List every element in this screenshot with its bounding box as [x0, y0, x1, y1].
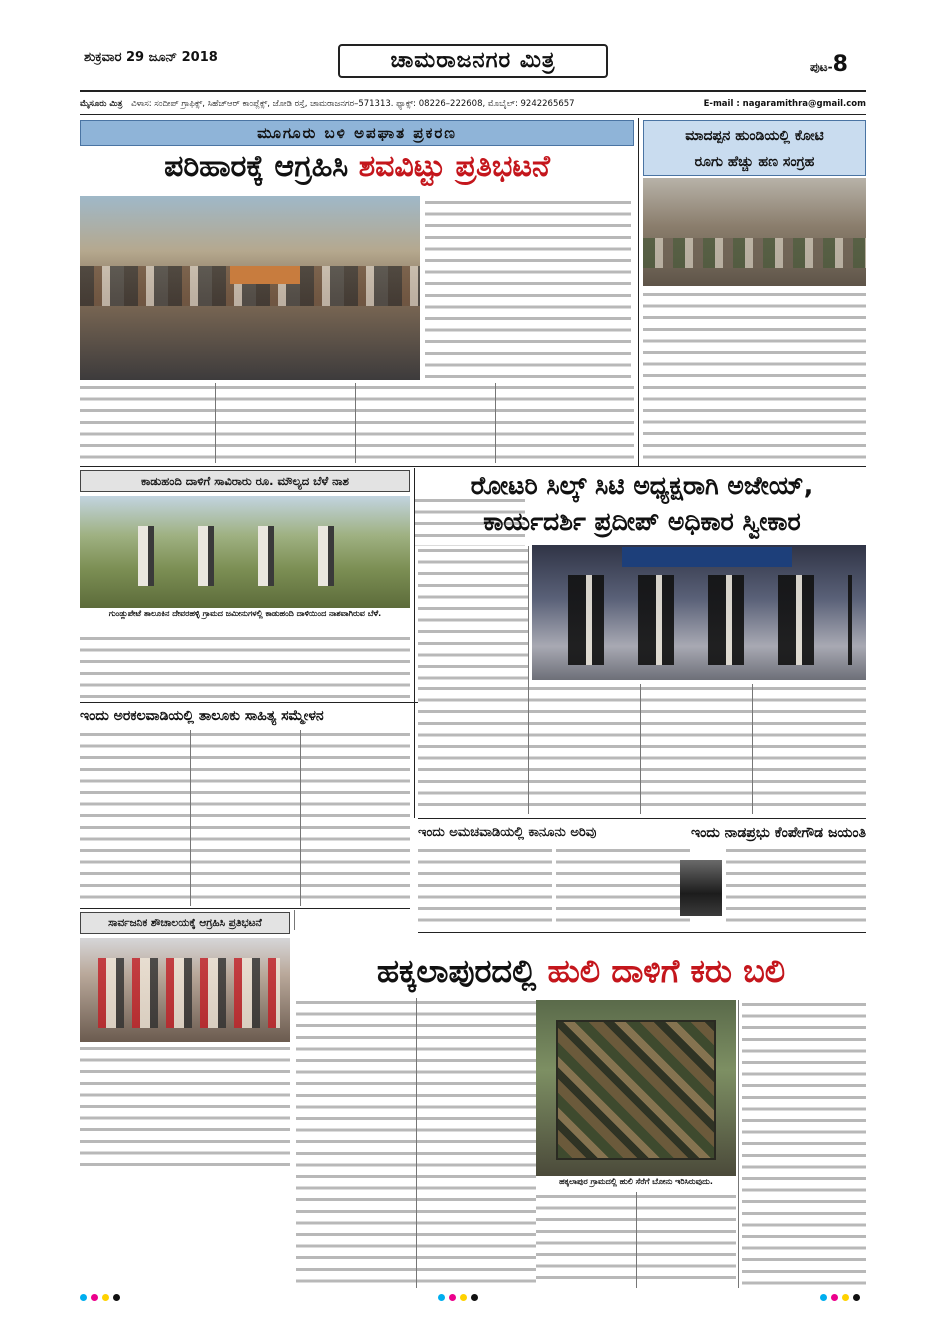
story1-body-text: [80, 383, 634, 463]
story2-counting-staff: [643, 238, 866, 268]
story4-headline-line2: ಕಾರ್ಯದರ್ಶಿ ಪ್ರದೀಪ್ ಅಧಿಕಾರ ಸ್ವೀಕಾರ: [483, 507, 801, 536]
column-divider: [738, 1000, 739, 1288]
page-number: [810, 52, 848, 77]
story4-banner: [622, 547, 792, 567]
page-number-value: 8: [832, 52, 848, 77]
newspaper-title: ಚಾಮರಾಜನಗರ ಮಿತ್ರ: [338, 44, 608, 78]
story9-cage: [556, 1020, 716, 1160]
story9-headline-red: ಹುಲಿ ದಾಳಿಗೆ ಕರು ಬಲಿ: [547, 952, 786, 990]
story9-tiger-cage-photo: [536, 1000, 736, 1176]
column-divider: [300, 730, 301, 906]
masthead-rule: [80, 90, 866, 92]
column-divider: [528, 546, 529, 814]
story8-body-text: [80, 1044, 290, 1172]
story3-headline: ಕಾಡುಹಂದಿ ದಾಳಿಗೆ ಸಾವಿರಾರು ರೂ. ಮೌಲ್ಯದ ಬೆಳೆ ನಾಶ: [80, 470, 410, 492]
column-divider: [190, 730, 191, 906]
brand-name: ಮೈಸೂರು ಮಿತ್ರ: [80, 99, 123, 109]
address-line: ವಿಳಾಸ: ಸಂದೀಪ್ ಗ್ರಾಫಿಕ್ಸ್, ಸಿಹೆಚ್‌ಆರ್ ಕಾಂಪ್ಲೆಕ್ಸ್, ಜೋಡಿ ರಸ್ತೆ, ಚಾಮರಾಜನಗರ–571313. ಫ್ಯಾಕ್ಸ್: 08226–222608, ಮೊಬೈಲ್: 9242265657: [131, 99, 575, 109]
story8-protest-photo: [80, 938, 290, 1042]
page-label: ಪುಟ-: [810, 60, 833, 74]
story5-body-text: [80, 730, 410, 906]
story4-headline-line1: ರೋಟರಿ ಸಿಲ್ಕ್ ಸಿಟಿ ಅಧ್ಯಕ್ಷರಾಗಿ ಅಜೇಯ್,: [470, 471, 814, 500]
email-address: E-mail : nagaramithra@gmail.com: [703, 99, 866, 109]
story3-body-text: [80, 634, 410, 700]
print-registration-marks: [80, 1294, 120, 1301]
story5-headline: ಇಂದು ಅರಕಲವಾಡಿಯಲ್ಲಿ ತಾಲೂಕು ಸಾಹಿತ್ಯ ಸಮ್ಮೇಳನ: [80, 708, 324, 724]
story2-headline-line2: ರೂಗು ಹೆಚ್ಚು ಹಣ ಸಂಗ್ರಹ: [694, 154, 815, 170]
section-rule: [80, 466, 866, 467]
column-divider: [294, 910, 295, 930]
story7-headline: ಇಂದು ನಾಡಪ್ರಭು ಕೆಂಪೇಗೌಡ ಜಯಂತಿ: [690, 825, 866, 841]
story4-headline: [418, 468, 866, 542]
story9-headline: [296, 948, 866, 994]
story1-headline: [80, 152, 634, 194]
story6-body-text: [418, 846, 552, 928]
column-divider: [636, 1192, 637, 1288]
story4-dignitaries: [552, 575, 852, 665]
story9-photo-caption: ಹಕ್ಕಲಾಪುರ ಗ್ರಾಮದಲ್ಲಿ ಹುಲಿ ಸೆರೆಗೆ ಬೋನು ಇರಿಸಿರುವುದು.: [536, 1176, 736, 1190]
info-rule: [80, 114, 866, 115]
story1-headline-red: ಶವವಿಟ್ಟು ಪ್ರತಿಭಟನೆ: [358, 152, 550, 184]
story3-photo-caption: ಗುಂಡ್ಲುಪೇಟೆ ತಾಲೂಕಿನ ದೇವರಹಳ್ಳಿ ಗ್ರಾಮದ ಜಮೀನುಗಳಲ್ಲಿ ಕಾಡುಹಂದಿ ದಾಳಿಯಿಂದ ನಾಶವಾಗಿರುವ ಬೆಳೆ.: [80, 608, 410, 632]
story4-body-text: [418, 684, 866, 814]
info-bar: [80, 96, 866, 112]
story1-body-covered: [230, 266, 300, 284]
story4-rotary-photo: [532, 545, 866, 680]
print-registration-marks: [438, 1294, 478, 1301]
column-divider: [752, 684, 753, 814]
column-divider: [355, 383, 356, 463]
story6-body-text-2: [556, 846, 690, 928]
story9-side-text: [742, 1000, 866, 1288]
story1-kicker: ಮೂಗೂರು ಬಳಿ ಅಪಘಾತ ಪ್ರಕರಣ: [80, 120, 634, 146]
story7-body-text: [726, 846, 866, 928]
story1-protest-photo: [80, 196, 420, 380]
story8-protesters: [90, 958, 280, 1028]
column-divider: [215, 383, 216, 463]
print-registration-marks: [820, 1294, 860, 1301]
column-divider: [495, 383, 496, 463]
column-divider: [638, 118, 639, 466]
issue-date: ಶುಕ್ರವಾರ 29 ಜೂನ್ 2018: [84, 50, 218, 65]
column-divider: [640, 684, 641, 814]
column-divider: [416, 998, 417, 1288]
story1-headline-black: ಪರಿಹಾರಕ್ಕೆ ಆಗ್ರಹಿಸಿ: [164, 152, 349, 184]
section-rule: [418, 932, 866, 933]
section-rule: [80, 908, 410, 909]
column-divider: [414, 468, 415, 818]
story2-headline-line1: ಮಾದಪ್ಪನ ಹುಂಡಿಯಲ್ಲಿ ಕೋಟಿ: [685, 128, 824, 144]
story2-body-text: [643, 290, 866, 462]
story3-crop-photo: [80, 496, 410, 608]
story1-text-right: [425, 198, 631, 378]
story7-portrait-photo: [680, 860, 722, 916]
story6-headline: ಇಂದು ಅಮಚವಾಡಿಯಲ್ಲಿ ಕಾನೂನು ಅರಿವು: [418, 825, 597, 840]
story2-headline: [643, 120, 866, 176]
section-rule: [418, 818, 866, 819]
story3-farmers: [120, 526, 370, 586]
story9-headline-black: ಹಕ್ಕಲಾಪುರದಲ್ಲಿ: [376, 952, 537, 990]
story4-intro-text: [418, 546, 528, 680]
story8-headline: ಸಾರ್ವಜನಿಕ ಶೌಚಾಲಯಕ್ಕೆ ಆಗ್ರಹಿಸಿ ಪ್ರತಿಭಟನೆ: [80, 912, 290, 934]
story2-hundi-photo: [643, 178, 866, 286]
